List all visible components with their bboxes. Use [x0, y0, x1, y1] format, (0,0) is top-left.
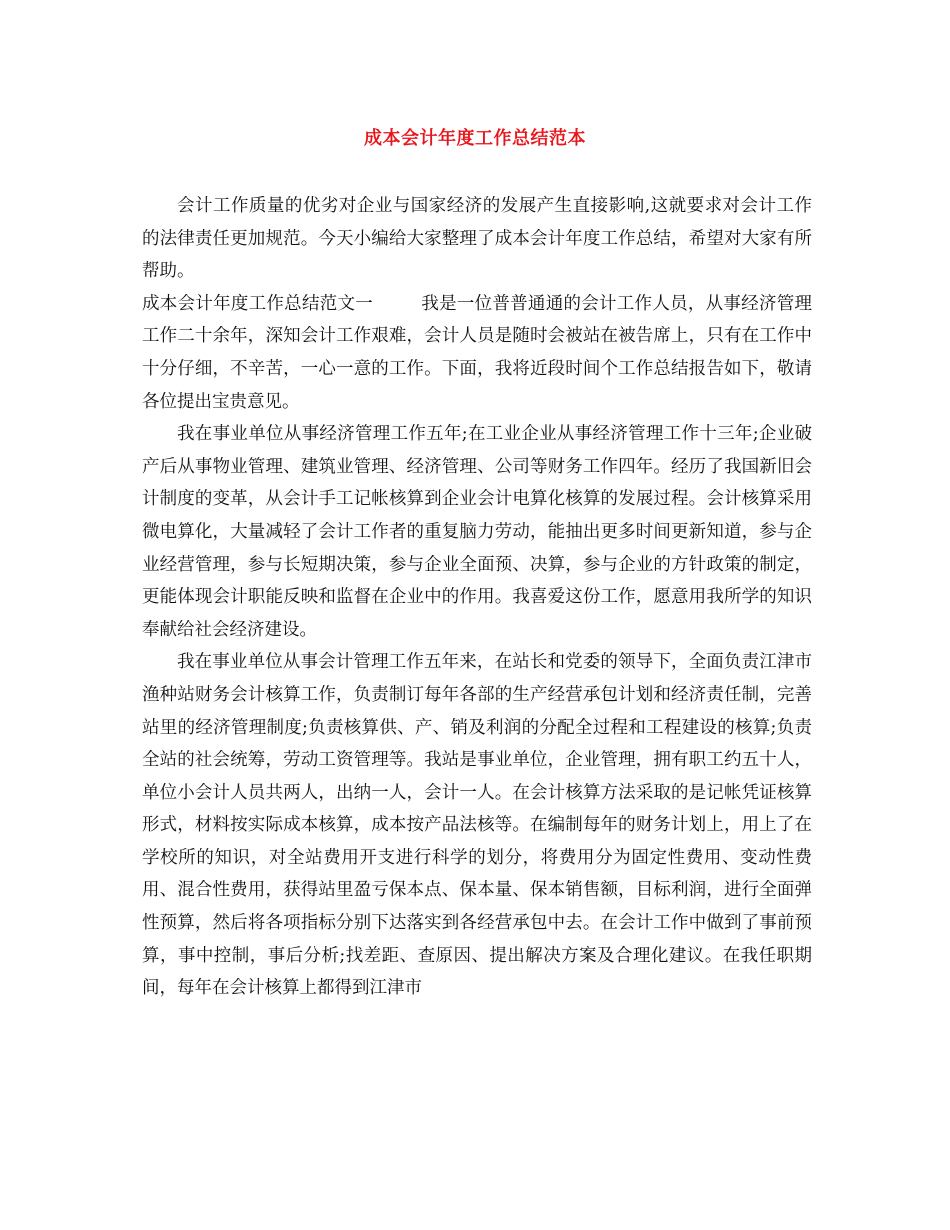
section1-heading: 成本会计年度工作总结范文一: [142, 293, 374, 314]
body-paragraph-2: 我在事业单位从事经济管理工作五年;在工业企业从事经济管理工作十三年;企业破产后从事物业管理、建筑业管理、经济管理、公司等财务工作四年。经历了我国新旧会计制度的变革，从会计手工记帐核算到企业会计电算化核算的发展过程。会计核算采用微电算化，大量减轻了会计工作者的重复脑力劳动，能抽出更多时间更新知道，参与企业经营管理，参与长短期决策，参与企业全面预、决算，参与企业的方针政策的制定，更能体现会计职能反映和监督在企业中的作用。我喜爱这份工作，愿意用我所学的知识奉献给社会经济建设。: [142, 424, 812, 640]
section1-paragraph: [142, 288, 812, 418]
document-title: 成本会计年度工作总结范本: [364, 128, 586, 149]
document-body: [142, 190, 812, 1005]
body-paragraph-3: 我在事业单位从事会计管理工作五年来，在站长和党委的领导下，全面负责江津市渔种站财务会计核算工作，负责制订每年各部的生产经营承包计划和经济责任制，完善站里的经济管理制度;负责核算供、产、销及利润的分配全过程和工程建设的核算;负责全站的社会统筹，劳动工资管理等。我站是事业单位，企业管理，拥有职工约五十人，单位小会计人员共两人，出纳一人，会计一人。在会计核算方法采取的是记帐凭证核算形式，材料按实际成本核算，成本按产品法核等。在编制每年的财务计划上，用上了在学校所的知识，对全站费用开支进行科学的划分，将费用分为固定性费用、变动性费用、混合性费用，获得站里盈亏保本点、保本量、保本销售额，目标利润，进行全面弹性预算，然后将各项指标分别下达落实到各经营承包中去。在会计工作中做到了事前预算，事中控制，事后分析;找差距、查原因、提出解决方案及合理化建议。在我任职期间，每年在会计核算上都得到江津市: [142, 652, 812, 999]
section1-text: 我是一位普普通通的会计工作人员，从事经济管理工作二十余年，深知会计工作艰难，会计人员是随时会被站在被告席上，只有在工作中十分仔细，不辛苦，一心一意的工作。下面，我将近段时间个工作总结报告如下，敬请各位提出宝贵意见。: [142, 293, 813, 412]
intro-paragraph: 会计工作质量的优劣对企业与国家经济的发展产生直接影响,这就要求对会计工作的法律责任更加规范。今天小编给大家整理了成本会计年度工作总结，希望对大家有所帮助。: [142, 196, 812, 282]
